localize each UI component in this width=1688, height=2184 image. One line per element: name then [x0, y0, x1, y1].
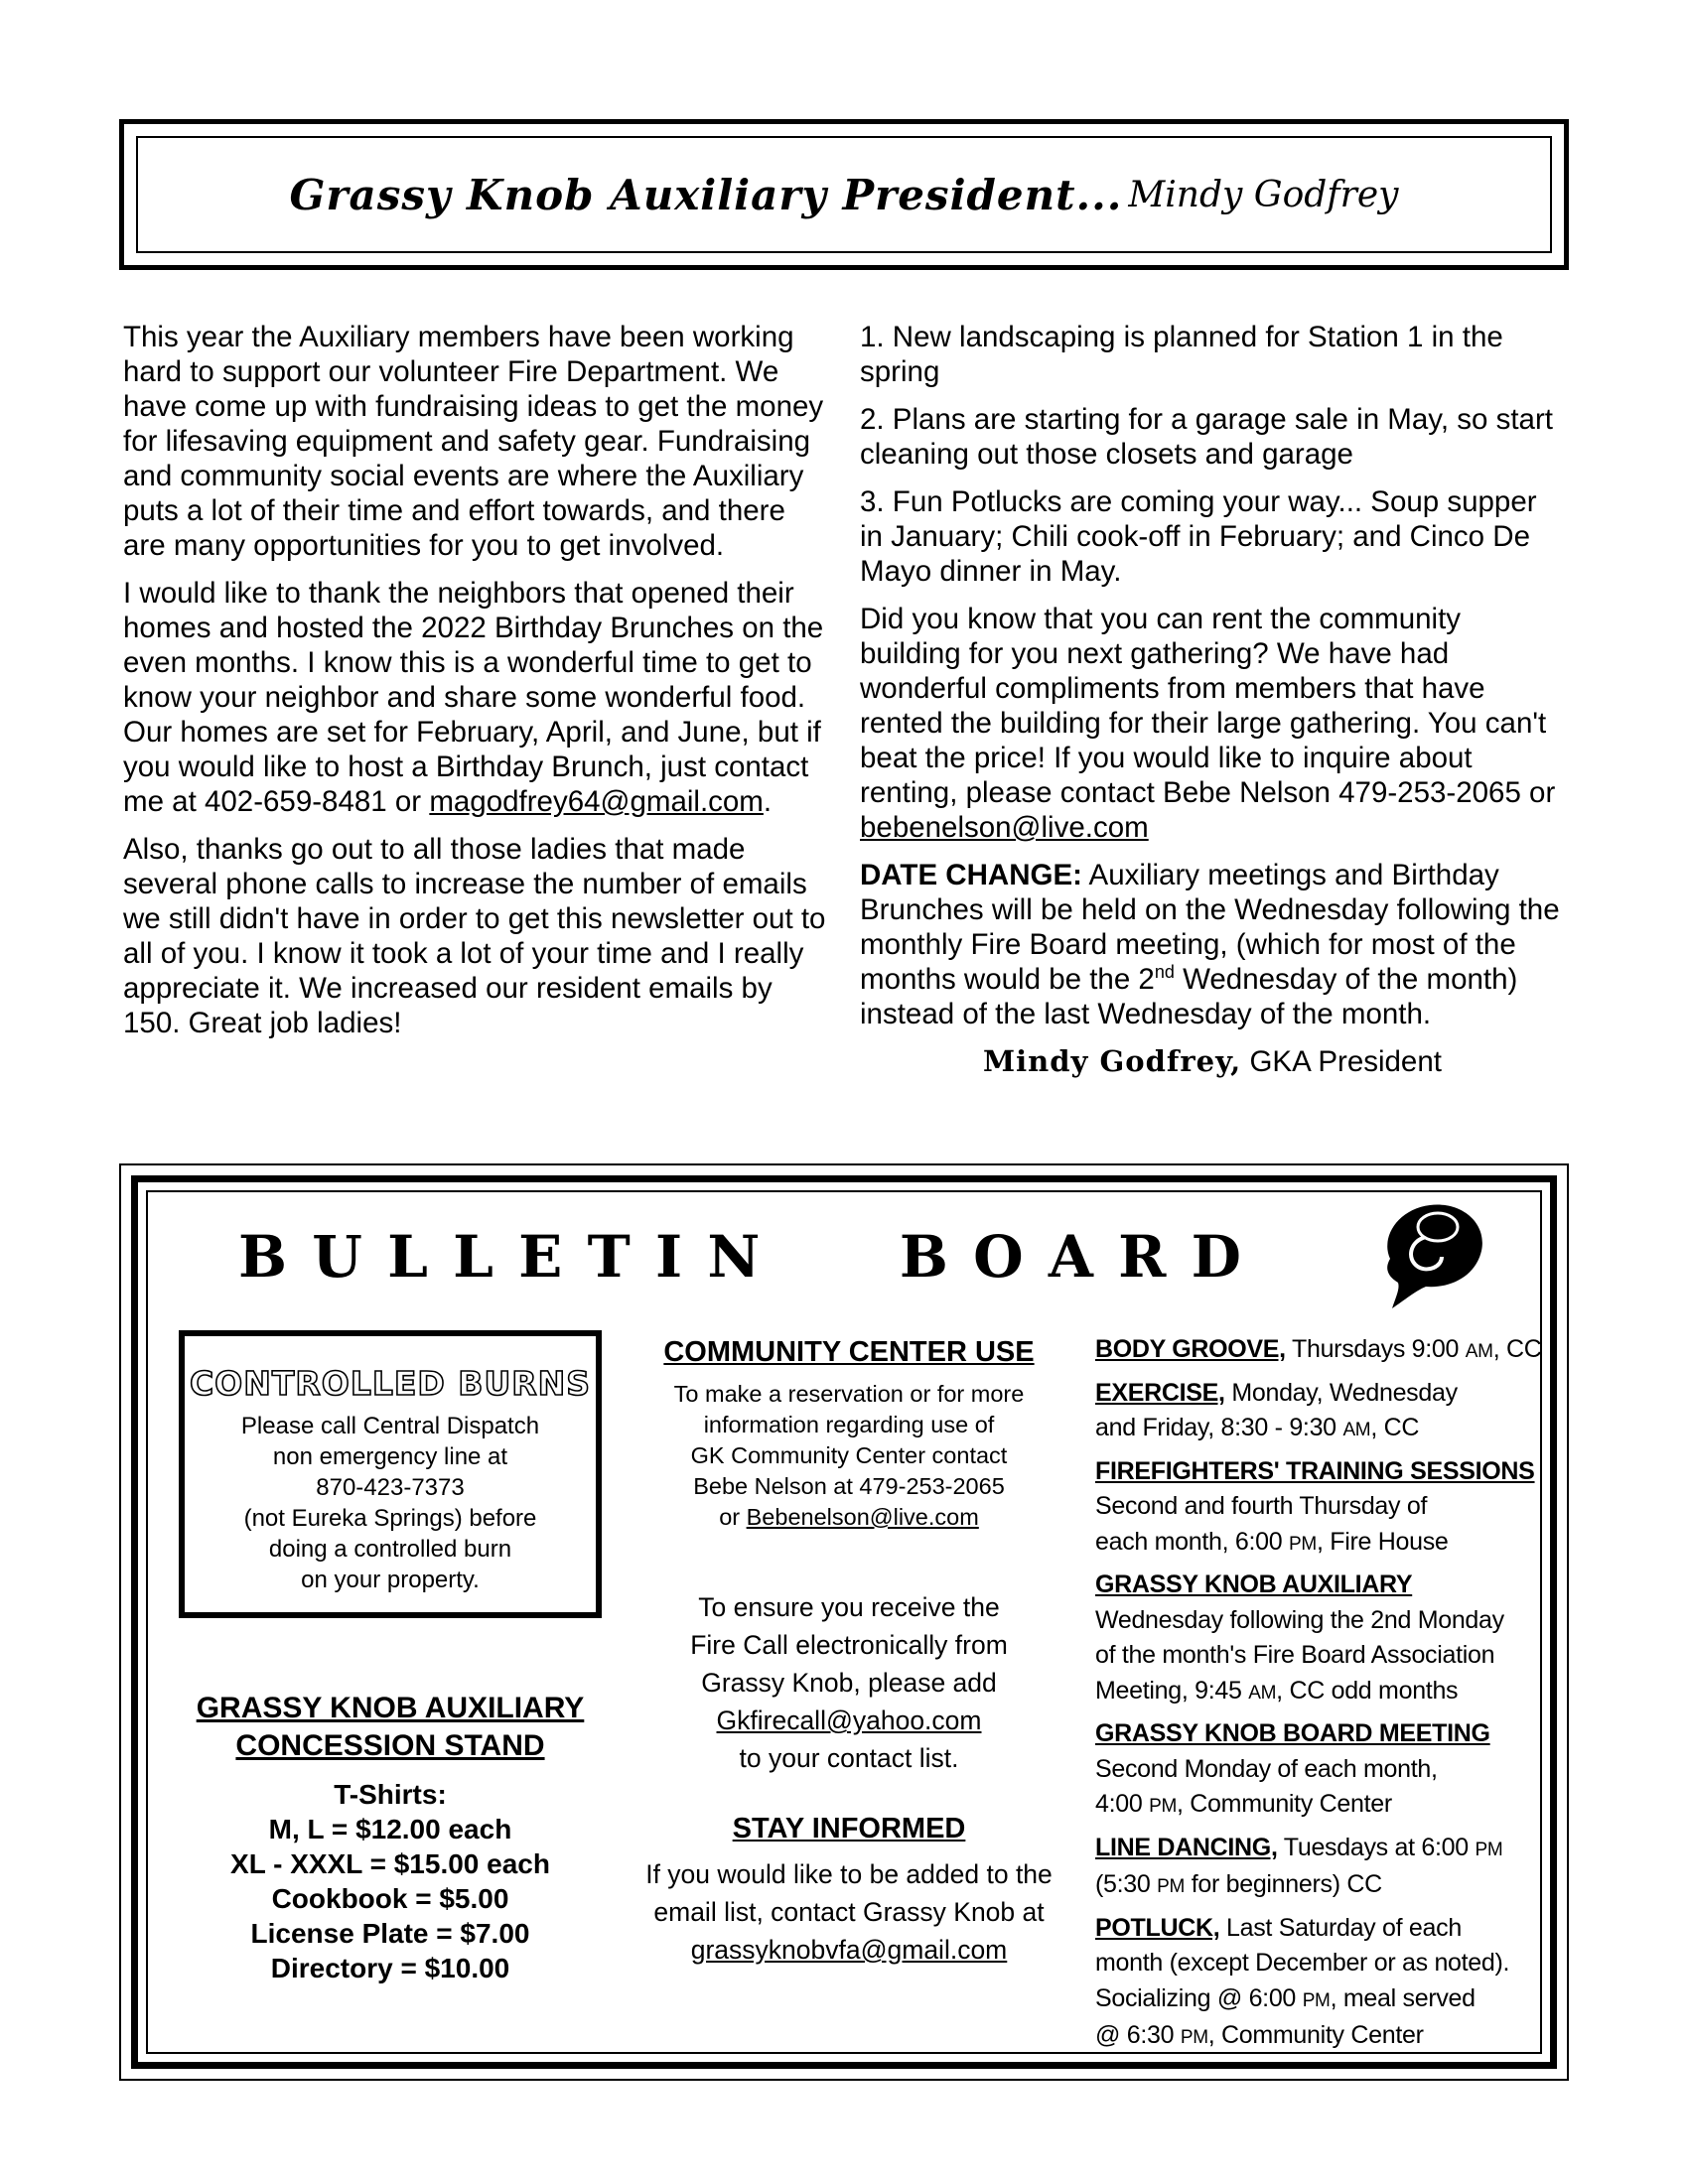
date-change-label: DATE CHANGE:: [860, 859, 1082, 891]
author-name: Mindy Godfrey: [1128, 174, 1399, 215]
controlled-burns-box: [179, 1330, 602, 1618]
list-item: M, L = $12.00 each: [268, 1814, 512, 1844]
community-center-title: COMMUNITY CENTER USE: [663, 1336, 1035, 1368]
paragraph: Did you know that you can rent the community building for you next gathering? We have had wonderful compliments from members that have rented the building for their large gathering. You can't beat the price! If you would like to inquire about renting, please contact Bebe Nelson 479-253-2065 or bebenelson@live.com: [860, 603, 1556, 844]
event-exercise: EXERCISE, Monday, Wednesday and Friday, 8:30 - 9:30 AM, CC: [1095, 1378, 1458, 1441]
article-right-column: [860, 320, 1565, 1079]
paragraph: This year the Auxiliary members have been working hard to support our volunteer Fire Department. We have come up with fundraising ideas to get the money for lifesaving equipment and safety gear. Fundraising and community social events are where the Auxiliary puts a lot of their time and effort towards, and there are many opportunities for you to get involved.: [123, 321, 824, 562]
email-link[interactable]: Bebenelson@live.com: [746, 1504, 979, 1530]
article-left-column: [123, 320, 828, 1053]
bulletin-board-title: B U L L E T I N B O A R D: [238, 1223, 1241, 1291]
fire-call-text: To ensure you receive the Fire Call electronically from Grassy Knob, please add Gkfirecall@yahoo.com to your contact list.: [635, 1588, 1062, 1777]
event-board-meeting: GRASSY KNOB BOARD MEETING Second Monday of each month, 4:00 PM, Community Center: [1095, 1719, 1490, 1818]
event-firefighters-training: FIREFIGHTERS' TRAINING SESSIONS Second and fourth Thursday of each month, 6:00 PM, Fire House: [1095, 1456, 1535, 1556]
signature: [860, 1044, 1565, 1079]
page-title: Grassy Knob Auxiliary President...: [289, 170, 1123, 219]
paragraph: DATE CHANGE: Auxiliary meetings and Birthday Brunches will be held on the Wednesday following the monthly Fire Board meeting, (which for most of the months would be the 2nd Wednesday of the month) instead of the last Wednesday of the month.: [860, 859, 1560, 1030]
signature-name: Mindy Godfrey,: [983, 1044, 1242, 1078]
paragraph: Also, thanks go out to all those ladies that made several phone calls to increase the number of emails we still didn't have in order to get this newsletter out to all of you. I know it took a lot of your time and I really appreciate it. We increased our resident emails by 150. Great job ladies!: [123, 833, 826, 1039]
event-potluck: POTLUCK, Last Saturday of each month (except December or as noted). Socializing @ 6:00 PM, meal served @ 6:30 PM, Community Center: [1095, 1913, 1510, 2049]
event-body-groove: BODY GROOVE, Thursdays 9:00 AM, CC: [1095, 1335, 1542, 1363]
email-link[interactable]: magodfrey64@gmail.com: [429, 785, 764, 818]
price-list: [179, 1777, 602, 1985]
list-item: 2. Plans are starting for a garage sale in May, so start cleaning out those closets and garage: [860, 403, 1553, 471]
header-frame: [119, 119, 1569, 270]
signature-title: GKA President: [1241, 1045, 1442, 1078]
paragraph: I would like to thank the neighbors that opened their homes and hosted the 2022 Birthday Brunches on the even months. I know this is a wonderful time to get to know your neighbor and share some wonderful food. Our homes are set for February, April, and June, but if you would like to host a Birthday Brunch, just contact me at 402-659-8481 or magodfrey64@gmail.com.: [123, 577, 824, 818]
controlled-burns-text: Please call Central Dispatch non emergency line at 870-423-7373 (not Eureka Springs) before doing a controlled burn on your property.: [240, 1413, 540, 1593]
list-item: 3. Fun Potlucks are coming your way... Soup supper in January; Chili cook-off in February; and Cinco De Mayo dinner in May.: [860, 485, 1537, 588]
email-link[interactable]: Gkfirecall@yahoo.com: [716, 1706, 982, 1735]
stay-informed-text: If you would like to be added to the email list, contact Grassy Knob at grassyknobvfa@gmail.com: [635, 1855, 1062, 1969]
concession-stand: [179, 1690, 602, 1985]
list-item: License Plate = $7.00: [250, 1918, 530, 1949]
events-list: [1095, 1332, 1552, 2062]
list-item: Cookbook = $5.00: [271, 1883, 509, 1914]
stay-informed-title: STAY INFORMED: [732, 1813, 966, 1844]
controlled-burns-title: CONTROLLED BURNS: [189, 1364, 592, 1403]
pushpin-icon: [1370, 1197, 1493, 1316]
list-item: T-Shirts:: [334, 1779, 447, 1810]
list-item: XL - XXXL = $15.00 each: [230, 1848, 550, 1879]
header-inner-frame: [136, 136, 1552, 253]
community-center-text: To make a reservation or for more information regarding use of GK Community Center contact Bebe Nelson at 479-253-2065 or Bebenelson@live.com: [673, 1381, 1025, 1530]
event-grassy-knob-auxiliary: GRASSY KNOB AUXILIARY Wednesday following the 2nd Monday of the month's Fire Board Association Meeting, 9:45 AM, CC odd months: [1095, 1570, 1504, 1705]
concession-title: GRASSY KNOB AUXILIARY CONCESSION STAND: [196, 1692, 585, 1762]
list-item: 1. New landscaping is planned for Station 1 in the spring: [860, 321, 1503, 388]
email-link[interactable]: grassyknobvfa@gmail.com: [690, 1935, 1008, 1965]
bulletin-middle-column: [635, 1336, 1062, 1969]
event-line-dancing: LINE DANCING, Tuesdays at 6:00 PM (5:30 PM for beginners) CC: [1095, 1833, 1503, 1898]
email-link[interactable]: bebenelson@live.com: [860, 811, 1149, 844]
list-item: Directory = $10.00: [270, 1953, 510, 1983]
